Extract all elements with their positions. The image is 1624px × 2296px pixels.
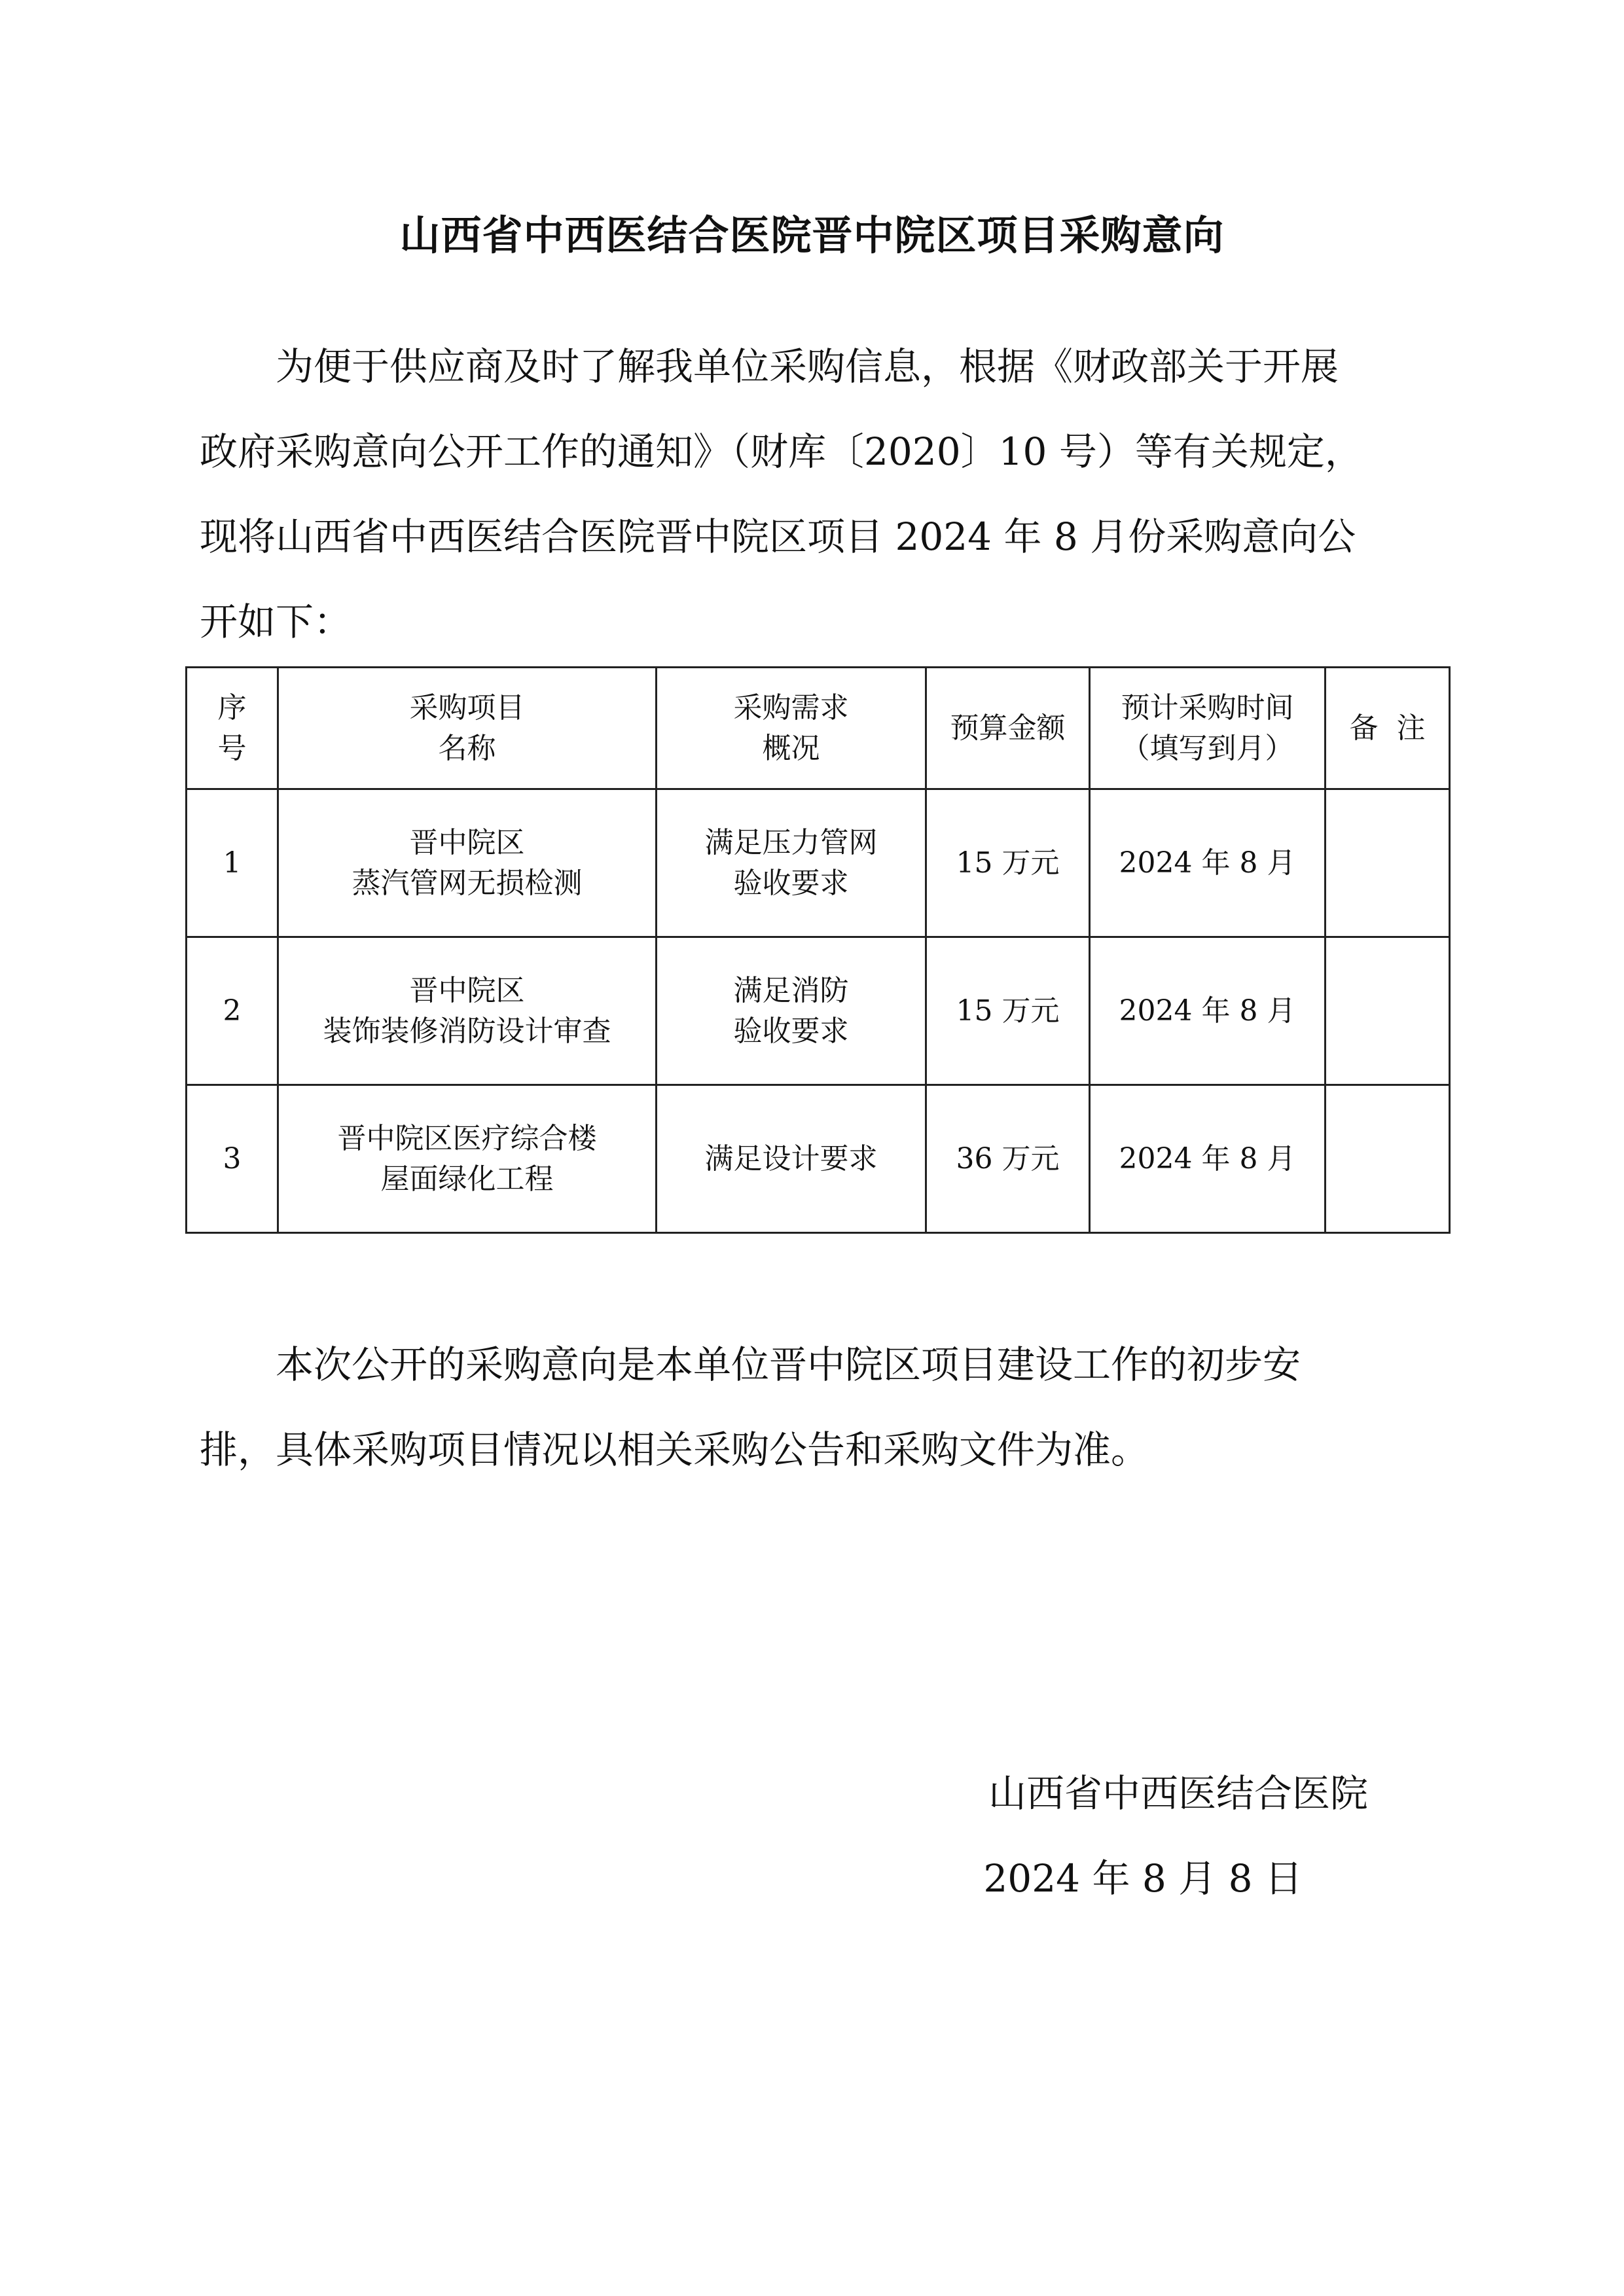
- row-remark: [1326, 937, 1450, 1085]
- row-seq: 1: [187, 789, 278, 937]
- row-item: 晋中院区 装饰装修消防设计审查: [278, 937, 657, 1085]
- row-seq: 3: [187, 1085, 278, 1233]
- row-item: 晋中院区 蒸汽管网无损检测: [278, 789, 657, 937]
- table-row: [187, 1085, 1450, 1233]
- row-budget: 15 万元: [926, 789, 1090, 937]
- row-time: 2024 年 8 月: [1090, 937, 1326, 1085]
- table-header-row: [187, 668, 1450, 789]
- row-seq: 2: [187, 937, 278, 1085]
- header-time: 预计采购时间 （填写到月）: [1090, 668, 1326, 789]
- row-demand: 满足压力管网 验收要求: [657, 789, 926, 937]
- row-budget: 15 万元: [926, 937, 1090, 1085]
- closing-line: 本次公开的采购意向是本单位晋中院区项目建设工作的初步安: [276, 1342, 1301, 1387]
- closing-paragraph: [200, 1322, 1443, 1492]
- row-time: 2024 年 8 月: [1090, 789, 1326, 937]
- row-item: 晋中院区医疗综合楼 屋面绿化工程: [278, 1085, 657, 1233]
- signature-date: 2024 年 8 月 8 日: [983, 1856, 1303, 1901]
- signature-organization: 山西省中西医结合医院: [988, 1771, 1368, 1816]
- intro-line: 现将山西省中西医结合医院晋中院区项目 2024 年 8 月份采购意向公: [200, 514, 1356, 559]
- row-time: 2024 年 8 月: [1090, 1085, 1326, 1233]
- closing-line: 排，具体采购项目情况以相关采购公告和采购文件为准。: [200, 1427, 1149, 1472]
- intro-line: 开如下：: [200, 600, 352, 644]
- table-row: [187, 937, 1450, 1085]
- header-seq: 序 号: [187, 668, 278, 789]
- header-item: 采购项目 名称: [278, 668, 657, 789]
- intro-line: 为便于供应商及时了解我单位采购信息，根据《财政部关于开展: [276, 344, 1339, 389]
- intro-line: 政府采购意向公开工作的通知》（财库〔2020〕10 号）等有关规定，: [200, 429, 1363, 474]
- row-demand: 满足消防 验收要求: [657, 937, 926, 1085]
- procurement-table: [185, 666, 1451, 1234]
- header-remark: 备 注: [1326, 668, 1450, 789]
- row-remark: [1326, 789, 1450, 937]
- document-title: 山西省中西医结合医院晋中院区项目采购意向: [399, 211, 1225, 259]
- row-remark: [1326, 1085, 1450, 1233]
- row-demand: 满足设计要求: [657, 1085, 926, 1233]
- row-budget: 36 万元: [926, 1085, 1090, 1233]
- header-demand: 采购需求 概况: [657, 668, 926, 789]
- table-row: [187, 789, 1450, 937]
- header-budget: 预算金额: [926, 668, 1090, 789]
- intro-paragraph: [200, 324, 1443, 664]
